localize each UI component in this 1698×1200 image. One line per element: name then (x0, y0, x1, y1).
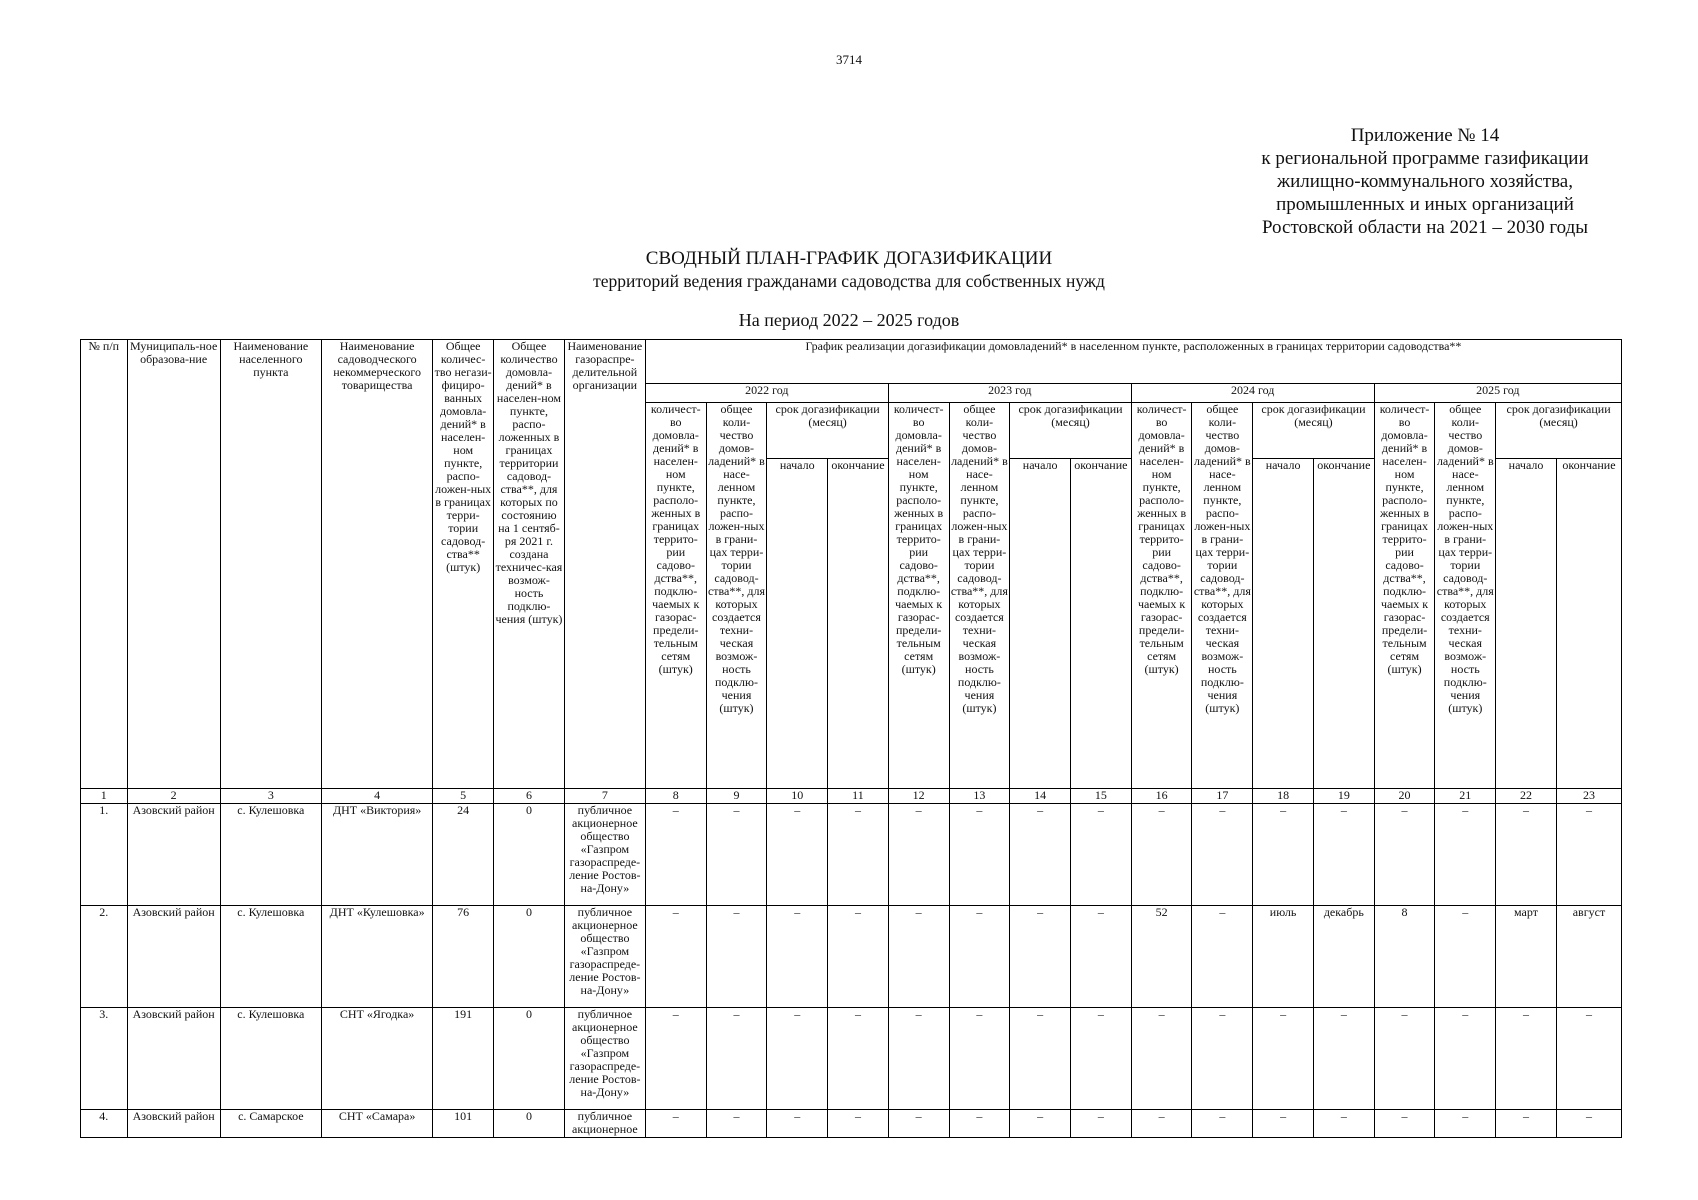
document-subtitle: территорий ведения гражданами садоводства для собственных нужд (593, 271, 1105, 291)
row-total-tech: 0 (494, 906, 565, 1008)
row-gas-org: публичное акционерное общество «Газпром газораспреде-ление Ростов-на-Дону» (564, 804, 645, 906)
column-number: 10 (767, 789, 828, 804)
table-row (81, 906, 1622, 1008)
schedule-cell: – (1131, 1008, 1192, 1110)
schedule-cell: – (1496, 1110, 1557, 1138)
year-header: 2022 год (645, 384, 888, 403)
row-total-nongasified: 24 (433, 804, 494, 906)
row-number: 3. (81, 1008, 128, 1110)
column-number: 16 (1131, 789, 1192, 804)
schedule-cell: – (1435, 906, 1496, 1008)
row-total-nongasified: 101 (433, 1110, 494, 1138)
schedule-cell: – (1253, 804, 1314, 906)
row-gas-org: публичное акционерное общество «Газпром газораспреде-ление Ростов-на-Дону» (564, 906, 645, 1008)
row-partnership: ДНТ «Кулешовка» (321, 906, 432, 1008)
schedule-cell: – (1435, 1008, 1496, 1110)
title-block (0, 248, 1698, 292)
schedule-cell: – (1496, 1008, 1557, 1110)
schedule-cell: – (1374, 1008, 1435, 1110)
schedule-cell: – (1313, 1008, 1374, 1110)
header-total-tech: Общее количество домовла-дений* в населен-ном пункте, распо-ложенных в границах территории садовод-ства**, для которых по состоянию на 1 сентяб-ря 2021 г. создана техничес-кая возмож-ность подклю-чения (штук) (494, 340, 565, 789)
header-sub-end: окончание (1313, 459, 1374, 789)
schedule-cell: – (1556, 804, 1621, 906)
schedule-cell: – (949, 804, 1010, 906)
schedule-cell: – (1253, 1110, 1314, 1138)
schedule-cell: – (706, 906, 767, 1008)
header-sub-total: общее коли-чество домов-ладений* в насе-ленном пункте, распо-ложен-ных в грани-цах терри-тории садовод-ства**, для которых создается техни-ческая возмож-ность подклю-чения (штук) (1435, 403, 1496, 789)
header-sub-term: срок догазификации (месяц) (767, 403, 888, 459)
column-number-row (81, 789, 1622, 804)
schedule-cell: – (949, 1008, 1010, 1110)
schedule-cell: – (645, 804, 706, 906)
schedule-cell: – (1131, 804, 1192, 906)
schedule-cell: – (1435, 1110, 1496, 1138)
row-settlement: с. Самарское (220, 1110, 321, 1138)
column-number: 22 (1496, 789, 1557, 804)
row-total-tech: 0 (494, 1110, 565, 1138)
row-total-tech: 0 (494, 1008, 565, 1110)
schedule-cell: – (888, 804, 949, 906)
header-sub-end: окончание (1556, 459, 1621, 789)
column-number: 9 (706, 789, 767, 804)
schedule-table (80, 339, 1622, 1138)
row-gas-org: публичное акционерное (564, 1110, 645, 1138)
period-caption: На период 2022 – 2025 годов (738, 310, 960, 330)
table-row (81, 1008, 1622, 1110)
schedule-cell: – (645, 906, 706, 1008)
schedule-cell: – (1556, 1110, 1621, 1138)
schedule-cell: – (1010, 804, 1071, 906)
schedule-cell: декабрь (1313, 906, 1374, 1008)
year-header: 2023 год (888, 384, 1131, 403)
schedule-cell: – (1071, 804, 1132, 906)
column-number: 18 (1253, 789, 1314, 804)
schedule-cell: 8 (1374, 906, 1435, 1008)
row-number: 1. (81, 804, 128, 906)
header-partnership: Наименование садоводческого некоммерческого товарищества (321, 340, 432, 789)
column-number: 21 (1435, 789, 1496, 804)
schedule-cell: – (1313, 804, 1374, 906)
column-number: 3 (220, 789, 321, 804)
header-sub-start: начало (1496, 459, 1557, 789)
schedule-cell: – (1253, 1008, 1314, 1110)
row-total-nongasified: 76 (433, 906, 494, 1008)
schedule-cell: – (767, 1110, 828, 1138)
schedule-cell: – (1374, 804, 1435, 906)
header-sub-term: срок догазификации (месяц) (1253, 403, 1374, 459)
schedule-cell: – (706, 1110, 767, 1138)
schedule-cell: – (1071, 906, 1132, 1008)
schedule-cell: – (888, 1008, 949, 1110)
column-number: 4 (321, 789, 432, 804)
header-sub-end: окончание (1071, 459, 1132, 789)
header-sub-count: количест-во домовла-дений* в населен-ном пункте, располо-женных в границах террито-рии садово-дства**, подклю-чаемых к газорас-предели-тельным сетям (штук) (1374, 403, 1435, 789)
schedule-cell: – (828, 804, 889, 906)
schedule-cell: – (828, 1008, 889, 1110)
schedule-cell: – (1071, 1008, 1132, 1110)
schedule-cell: – (949, 906, 1010, 1008)
schedule-cell: – (645, 1008, 706, 1110)
appendix-line: Приложение № 14 (1350, 125, 1500, 146)
header-total-nongasified: Общее количес-тво негази-фициро-ванных домовла-дений* в населен-ном пункте, распо-ложен-ных в границах терри-тории садовод-ства** (штук) (433, 340, 494, 789)
row-municipality: Азовский район (127, 906, 220, 1008)
appendix-block (1240, 124, 1610, 239)
appendix-line: Ростовской области на 2021 – 2030 годы (1261, 217, 1589, 238)
row-gas-org: публичное акционерное общество «Газпром газораспреде-ление Ростов-на-Дону» (564, 1008, 645, 1110)
schedule-cell: – (1192, 804, 1253, 906)
column-number: 1 (81, 789, 128, 804)
year-header: 2024 год (1131, 384, 1374, 403)
page-number: 3714 (836, 52, 862, 67)
header-sub-total: общее коли-чество домов-ладений* в насе-ленном пункте, распо-ложен-ных в грани-цах терри-тории садовод-ства**, для которых создается техни-ческая возмож-ность подклю-чения (штук) (706, 403, 767, 789)
row-number: 4. (81, 1110, 128, 1138)
appendix-line: жилищно-коммунального хозяйства, (1276, 171, 1573, 192)
schedule-cell: – (1192, 906, 1253, 1008)
row-partnership: ДНТ «Виктория» (321, 804, 432, 906)
row-settlement: с. Кулешовка (220, 906, 321, 1008)
schedule-cell: – (1192, 1008, 1253, 1110)
schedule-cell: – (1010, 1008, 1071, 1110)
schedule-cell: – (767, 906, 828, 1008)
schedule-cell: – (1435, 804, 1496, 906)
schedule-cell: – (1556, 1008, 1621, 1110)
table-row (81, 804, 1622, 906)
header-gas-org: Наименование газораспре-делительной организации (564, 340, 645, 789)
column-number: 14 (1010, 789, 1071, 804)
schedule-cell: – (888, 1110, 949, 1138)
row-partnership: СНТ «Самара» (321, 1110, 432, 1138)
document-title: СВОДНЫЙ ПЛАН-ГРАФИК ДОГАЗИФИКАЦИИ (645, 248, 1053, 269)
column-number: 23 (1556, 789, 1621, 804)
header-sub-count: количест-во домовла-дений* в населен-ном пункте, располо-женных в границах террито-рии садово-дства**, подклю-чаемых к газорас-предели-тельным сетям (штук) (888, 403, 949, 789)
schedule-cell: – (1010, 1110, 1071, 1138)
header-sub-total: общее коли-чество домов-ладений* в насе-ленном пункте, распо-ложен-ных в грани-цах терри-тории садовод-ства**, для которых создается техни-ческая возмож-ность подклю-чения (штук) (1192, 403, 1253, 789)
row-municipality: Азовский район (127, 804, 220, 906)
column-number: 15 (1071, 789, 1132, 804)
column-number: 7 (564, 789, 645, 804)
header-settlement: Наименование населенного пункта (220, 340, 321, 789)
row-settlement: с. Кулешовка (220, 804, 321, 906)
header-sub-start: начало (1253, 459, 1314, 789)
schedule-cell: – (1496, 804, 1557, 906)
header-sub-term: срок догазификации (месяц) (1496, 403, 1622, 459)
row-total-nongasified: 191 (433, 1008, 494, 1110)
column-number: 6 (494, 789, 565, 804)
column-number: 20 (1374, 789, 1435, 804)
row-total-tech: 0 (494, 804, 565, 906)
schedule-cell: март (1496, 906, 1557, 1008)
schedule-cell: – (1131, 1110, 1192, 1138)
row-municipality: Азовский район (127, 1008, 220, 1110)
schedule-cell: – (888, 906, 949, 1008)
header-sub-total: общее коли-чество домов-ладений* в насе-ленном пункте, распо-ложен-ных в грани-цах терри-тории садовод-ства**, для которых создается техни-ческая возмож-ность подклю-чения (штук) (949, 403, 1010, 789)
column-number: 5 (433, 789, 494, 804)
schedule-cell: – (706, 1008, 767, 1110)
header-sub-count: количест-во домовла-дений* в населен-ном пункте, располо-женных в границах террито-рии садово-дства**, подклю-чаемых к газорас-предели-тельным сетям (штук) (645, 403, 706, 789)
schedule-cell: – (767, 804, 828, 906)
column-number: 13 (949, 789, 1010, 804)
schedule-cell: – (706, 804, 767, 906)
row-number: 2. (81, 906, 128, 1008)
header-sub-end: окончание (828, 459, 889, 789)
schedule-cell: – (767, 1008, 828, 1110)
schedule-cell: – (1192, 1110, 1253, 1138)
appendix-line: промышленных и иных организаций (1276, 194, 1574, 215)
schedule-cell: – (949, 1110, 1010, 1138)
table-row (81, 1110, 1622, 1138)
row-municipality: Азовский район (127, 1110, 220, 1138)
header-num: № п/п (81, 340, 128, 789)
schedule-cell: – (1010, 906, 1071, 1008)
header-sub-count: количест-во домовла-дений* в населен-ном пункте, располо-женных в границах террито-рии садово-дства**, подклю-чаемых к газорас-предели-тельным сетям (штук) (1131, 403, 1192, 789)
schedule-cell: – (1313, 1110, 1374, 1138)
column-number: 12 (888, 789, 949, 804)
row-settlement: с. Кулешовка (220, 1008, 321, 1110)
schedule-cell: – (1071, 1110, 1132, 1138)
header-sub-term: срок догазификации (месяц) (1010, 403, 1131, 459)
column-number: 8 (645, 789, 706, 804)
schedule-cell: июль (1253, 906, 1314, 1008)
appendix-line: к региональной программе газификации (1261, 148, 1589, 169)
header-sub-start: начало (1010, 459, 1071, 789)
header-municipality: Муниципаль-ное образова-ние (127, 340, 220, 789)
schedule-cell: – (1374, 1110, 1435, 1138)
header-sub-start: начало (767, 459, 828, 789)
schedule-cell: август (1556, 906, 1621, 1008)
column-number: 19 (1313, 789, 1374, 804)
schedule-cell: – (828, 1110, 889, 1138)
column-number: 2 (127, 789, 220, 804)
header-schedule: График реализации догазификации домовладений* в населенном пункте, расположенных в границах территории садоводства** (645, 340, 1621, 384)
schedule-cell: – (828, 906, 889, 1008)
row-partnership: СНТ «Ягодка» (321, 1008, 432, 1110)
year-header: 2025 год (1374, 384, 1621, 403)
schedule-cell: – (645, 1110, 706, 1138)
column-number: 11 (828, 789, 889, 804)
column-number: 17 (1192, 789, 1253, 804)
schedule-cell: 52 (1131, 906, 1192, 1008)
